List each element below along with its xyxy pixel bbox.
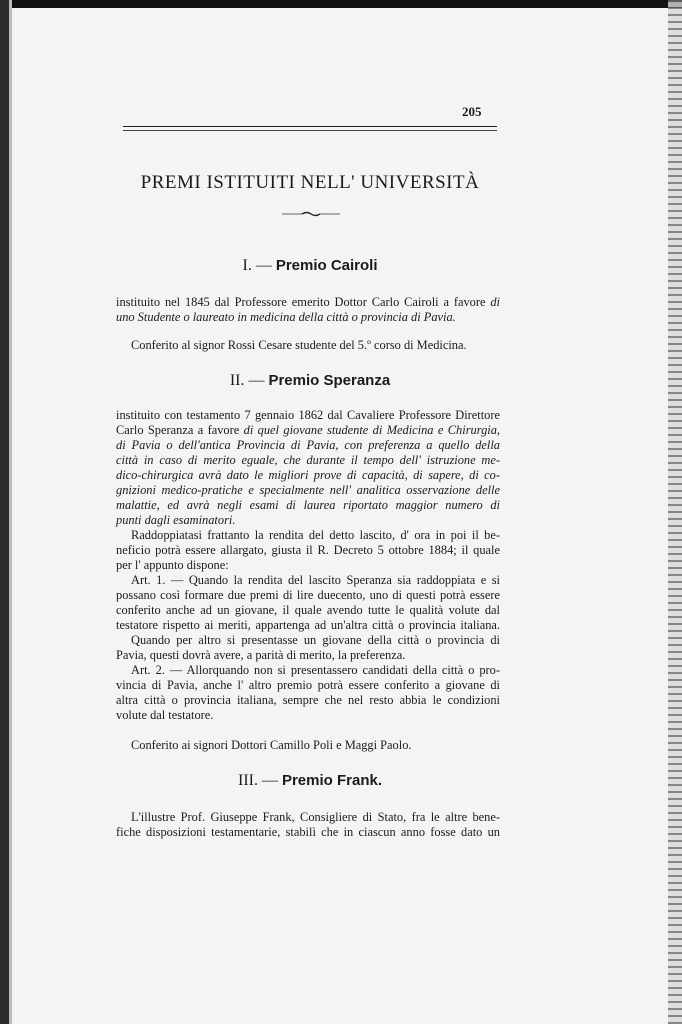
header-rule-thin [123, 130, 497, 131]
awarded-line: Conferito al signor Rossi Cesare studente del 5.º corso di Medicina. [131, 338, 467, 352]
text-line: Art. 1. — Quando la rendita del lascito Speranza sia raddoppiata e si [131, 573, 500, 587]
section-heading-speranza: II. — Premio Speranza [229, 372, 391, 389]
section-heading-cairoli: I. — Premio Cairoli [242, 257, 378, 274]
text-line: possano così formare due premi di lire duecento, uno di questi potrà essere [116, 588, 500, 602]
text-line: Raddoppiatasi frattanto la rendita del detto lascito, d' ora in poi il be- [131, 528, 500, 542]
scan-top-border [0, 0, 682, 8]
text-line: vincia di Pavia, anche l' altro premio potrà essere conferito a giovane di [116, 678, 500, 692]
text-line: per l' appunto dispone: [116, 558, 229, 572]
text-line: Pavia, questi dovrà avere, a parità di merito, la preferenza. [116, 648, 406, 662]
title-ornament [282, 211, 340, 217]
text-line: punti dagli esaminatori. [116, 513, 236, 527]
text-line: instituito con testamento 7 gennaio 1862 dal Cavaliere Professore Direttore [116, 408, 500, 422]
text-line: gnizioni medico-pratiche e specialmente nell' analitica osservazione delle [116, 483, 500, 497]
scan-left-border [0, 0, 9, 1024]
page-number: 205 [462, 104, 482, 119]
scan-left-edge [9, 0, 12, 1024]
text-line: conferito anche ad un giovane, il quale avendo tutte le qualità volute dal [116, 603, 500, 617]
text-line: Art. 2. — Allorquando non si presentassero candidati della città o pro- [131, 663, 500, 677]
scan-right-edge [668, 0, 682, 1024]
text-line: fiche disposizioni testamentarie, stabilì che in ciascun anno fosse dato un [116, 825, 500, 839]
header-rule [123, 126, 497, 127]
text-line: di Pavia o dell'antica Provincia di Pavia, con preferenza a quello della [116, 438, 500, 452]
text-line: città in caso di merito eguale, che durante il tempo dell' istruzione me- [116, 453, 500, 467]
text-line: altra città o provincia italiana, sempre che nel resto abbia le condizioni [116, 693, 500, 707]
text-line: testatore rispetto ai meriti, appartenga ad un'altra città o provincia italiana. [116, 618, 500, 632]
text-line: malattie, ed avrà negli esami di laurea riportato maggior numero di [116, 498, 500, 512]
text-line: instituito nel 1845 dal Professore emerito Dottor Carlo Cairoli a favore di [116, 295, 500, 309]
text-line: L'illustre Prof. Giuseppe Frank, Consigliere di Stato, fra le altre bene- [131, 810, 500, 824]
text-line: Quando per altro si presentasse un giovane della città o provincia di [131, 633, 500, 647]
awarded-line: Conferito ai signori Dottori Camillo Poli e Maggi Paolo. [131, 738, 412, 752]
text-line: uno Studente o laureato in medicina della città o provincia di Pavia. [116, 310, 456, 324]
text-line: volute dal testatore. [116, 708, 214, 722]
text-line: neficio potrà essere allargato, giusta il R. Decreto 5 ottobre 1884; il quale [116, 543, 500, 557]
text-line: Carlo Speranza a favore di quel giovane studente di Medicina e Chirurgia, [116, 423, 500, 437]
text-line: dico-chirurgica avrà dato le migliori prove di capacità, di sapere, di co- [116, 468, 500, 482]
section-heading-frank: III. — Premio Frank. [237, 772, 383, 789]
page-title: PREMI ISTITUITI NELL' UNIVERSITÀ [140, 172, 480, 193]
